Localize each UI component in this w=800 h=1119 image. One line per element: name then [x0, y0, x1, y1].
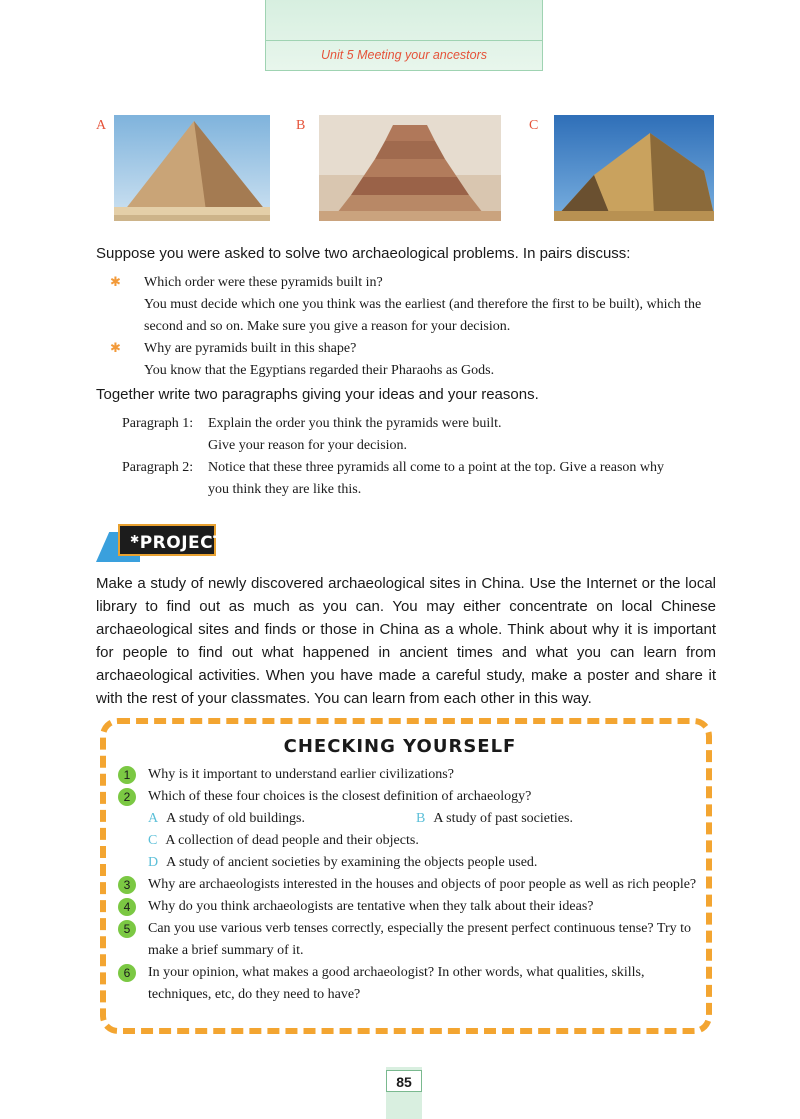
bullet-detail: You know that the Egyptians regarded their Pharaohs as Gods.	[144, 363, 495, 378]
bullet-star-icon: ✱	[110, 275, 121, 290]
question-number-badge: 1	[118, 766, 136, 784]
question-number-badge: 4	[118, 898, 136, 916]
project-label-box	[118, 524, 226, 556]
question-item	[118, 962, 708, 1006]
pyramid-bent-image	[554, 115, 714, 221]
project-text: Make a study of newly discovered archaeological sites in China. Use the Internet or the local library to find out as much as you can. You may either concentrate on local Chinese archaeological sites and finds or those in China as a whole. Think about why it is important for people to find out what happened in ancient times and what you can learn from archaeological activities. When you have made a careful study, make a poster and share it with the rest of your classmates. You can learn from each other in this way.	[96, 575, 716, 707]
question-number-badge: 6	[118, 964, 136, 982]
paragraph-row	[122, 413, 722, 457]
unit-header	[265, 0, 543, 71]
option-row	[118, 830, 708, 852]
bullet-item	[110, 338, 720, 382]
pyramid-smooth-image	[114, 115, 270, 221]
question-text: In your opinion, what makes a good archaeologist? In other words, what qualities, skills, techniques, etc, do they need to have?	[148, 965, 645, 1002]
option-letter: B	[416, 811, 426, 826]
option-item	[148, 808, 416, 830]
bullet-star-icon: ✱	[110, 341, 121, 356]
option-text: A study of past societies.	[433, 811, 573, 826]
question-item	[118, 786, 708, 808]
header-divider	[266, 40, 542, 41]
question-text: Why is it important to understand earlier civilizations?	[148, 767, 454, 782]
intro-text: Suppose you were asked to solve two archaeological problems. In pairs discuss:	[96, 245, 631, 262]
discussion-bullets	[110, 272, 720, 382]
paragraph-line: Explain the order you think the pyramids were built.	[208, 416, 502, 431]
question-number-badge: 2	[118, 788, 136, 806]
paragraph-label: Paragraph 1:	[122, 416, 194, 431]
question-item	[118, 874, 708, 896]
unit-title: Unit 5 Meeting your ancestors	[320, 48, 488, 62]
question-text: Why do you think archaeologists are tentative when they talk about their ideas?	[148, 899, 594, 914]
pyramid-step-image	[319, 115, 501, 221]
question-text: Why are archaeologists interested in the houses and objects of poor people as well as rich people?	[148, 877, 697, 892]
paragraph-label: Paragraph 2:	[122, 460, 194, 475]
image-label-b: B	[296, 118, 306, 133]
question-text: Can you use various verb tenses correctly, especially the present perfect continuous tense? Try to make a brief summary of it.	[148, 921, 691, 958]
together-instruction: Together write two paragraphs giving your ideas and your reasons.	[96, 386, 539, 403]
page-number: 85	[386, 1070, 422, 1092]
option-letter: A	[148, 811, 159, 826]
paragraph-body	[208, 413, 722, 457]
question-number-badge: 3	[118, 876, 136, 894]
option-item	[148, 830, 419, 852]
image-label-c: C	[529, 118, 539, 133]
checking-question-list	[118, 764, 708, 1006]
option-item	[148, 852, 537, 874]
project-banner	[96, 522, 226, 562]
option-letter: D	[148, 855, 159, 870]
option-text: A collection of dead people and their objects.	[165, 833, 419, 848]
question-item	[118, 896, 708, 918]
option-text: A study of old buildings.	[166, 811, 305, 826]
bullet-question: Which order were these pyramids built in?	[144, 275, 383, 290]
question-text: Which of these four choices is the closest definition of archaeology?	[148, 789, 532, 804]
bullet-item	[110, 272, 720, 338]
option-row	[118, 852, 708, 874]
paragraph-line: Notice that these three pyramids all come to a point at the top. Give a reason why	[208, 460, 665, 475]
paragraph-row	[122, 457, 722, 501]
question-item	[118, 918, 708, 962]
option-text: A study of ancient societies by examining the objects people used.	[166, 855, 538, 870]
paragraph-line: Give your reason for your decision.	[208, 438, 408, 453]
project-label: PROJECT	[139, 533, 226, 553]
option-letter: C	[148, 833, 158, 848]
checking-yourself-title: CHECKING YOURSELF	[283, 736, 517, 757]
option-item	[416, 808, 573, 830]
option-row	[118, 808, 708, 830]
paragraph-body	[208, 457, 722, 501]
question-item	[118, 764, 708, 786]
paragraph-instructions	[122, 413, 722, 501]
question-number-badge: 5	[118, 920, 136, 938]
bullet-detail: You must decide which one you think was the earliest (and therefore the first to be built), which the second and so on. Make sure you give a reason for your decision.	[144, 297, 702, 334]
paragraph-line: you think they are like this.	[208, 482, 362, 497]
project-star-icon: ✱	[130, 533, 140, 546]
bullet-question: Why are pyramids built in this shape?	[144, 341, 357, 356]
image-label-a: A	[96, 118, 107, 133]
